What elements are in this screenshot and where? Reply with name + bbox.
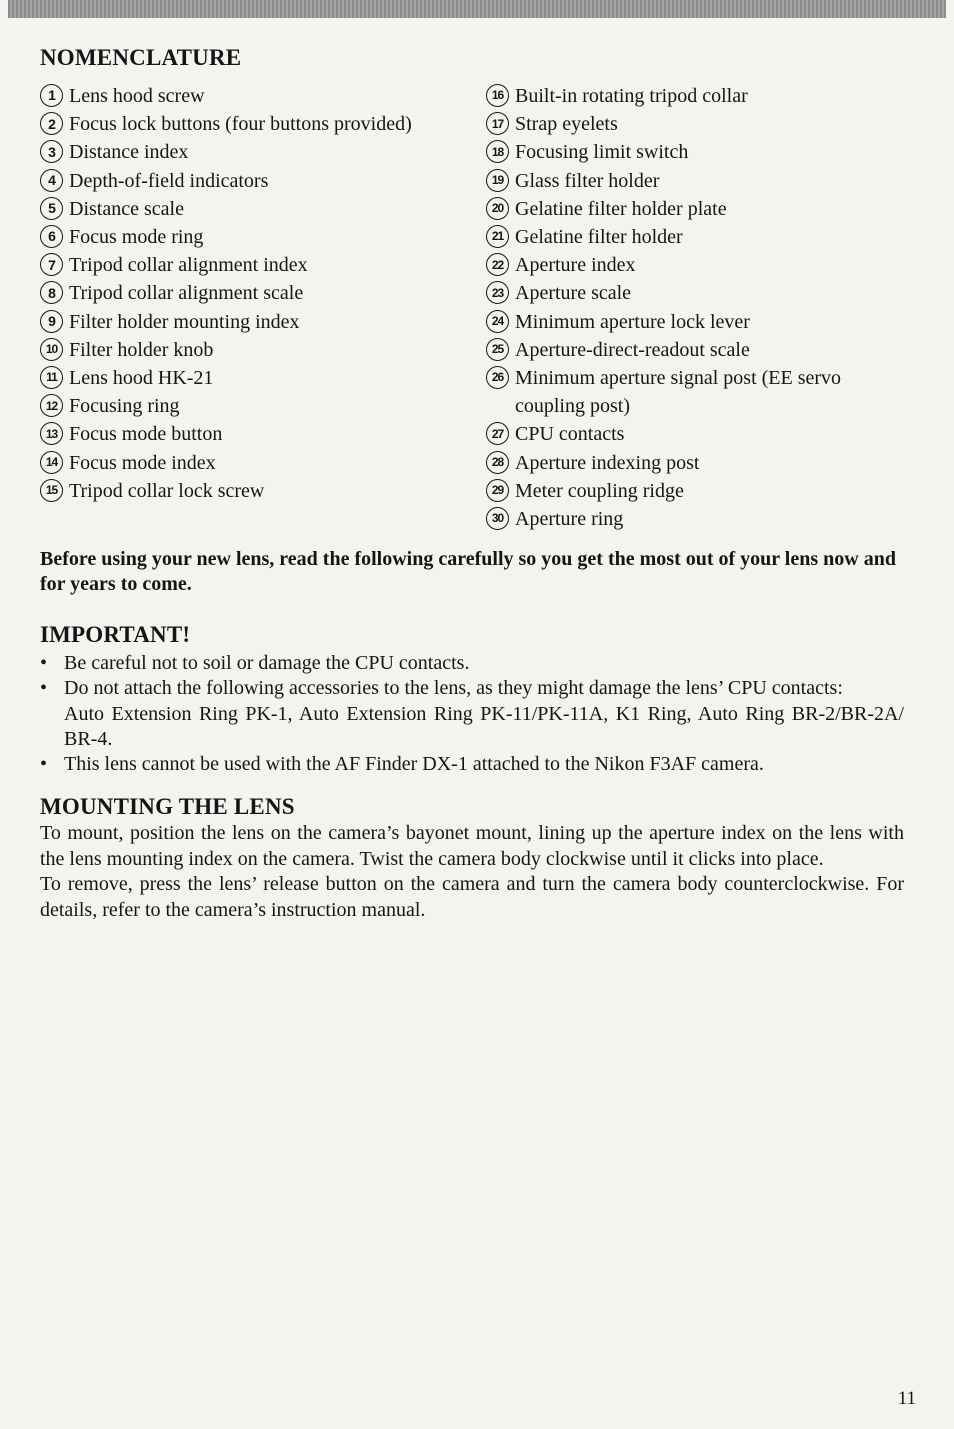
nomenclature-item [40, 336, 486, 364]
item-number-icon: 3 [40, 140, 63, 163]
accessory-list-text: Auto Extension Ring PK-1, Auto Extension Ring PK-11/PK-11A, K1 Ring, Auto Ring BR-2/BR-2A/ BR-4. [64, 702, 904, 750]
item-label: Tripod collar alignment index [69, 254, 308, 277]
item-number-icon: 29 [486, 479, 509, 502]
nomenclature-item [486, 110, 904, 138]
item-number-icon: 19 [486, 169, 509, 192]
item-label: CPU contacts [515, 423, 625, 446]
item-label: Focus mode ring [69, 226, 204, 249]
item-label: Aperture indexing post [515, 451, 700, 474]
item-label: Depth-of-field indicators [69, 169, 269, 192]
nomenclature-item [486, 279, 904, 307]
item-number-icon: 28 [486, 451, 509, 474]
item-label: Focus mode button [69, 423, 223, 446]
nomenclature-item [40, 420, 486, 448]
nomenclature-item [486, 420, 904, 448]
nomenclature-item [486, 308, 904, 336]
item-number-icon: 11 [40, 366, 63, 389]
nomenclature-item [486, 364, 904, 420]
item-label: Gelatine filter holder [515, 226, 683, 249]
nomenclature-item [486, 449, 904, 477]
important-item-body [64, 676, 904, 752]
nomenclature-item [40, 167, 486, 195]
important-list [40, 651, 904, 777]
nomenclature-item [40, 449, 486, 477]
item-label: Aperture index [515, 254, 636, 277]
item-label: Glass filter holder [515, 169, 660, 192]
item-label: Focusing limit switch [515, 141, 689, 164]
warning-text: Before using your new lens, read the following carefully so you get the most out of your lens now and for years to come. [40, 548, 896, 596]
item-number-icon: 21 [486, 225, 509, 248]
item-label: Distance scale [69, 197, 184, 220]
item-number-icon: 4 [40, 169, 63, 192]
item-number-icon: 5 [40, 197, 63, 220]
nomenclature-item [40, 138, 486, 166]
nomenclature-item [40, 223, 486, 251]
item-label: Focus lock buttons (four buttons provided) [69, 113, 412, 136]
nomenclature-list [40, 82, 904, 533]
nomenclature-item [486, 251, 904, 279]
nomenclature-item [486, 223, 904, 251]
item-number-icon: 30 [486, 507, 509, 530]
item-number-icon: 1 [40, 84, 63, 107]
item-number-icon: 20 [486, 197, 509, 220]
item-number-icon: 17 [486, 112, 509, 135]
item-number-icon: 13 [40, 422, 63, 445]
item-number-icon: 18 [486, 140, 509, 163]
item-label: Meter coupling ridge [515, 479, 684, 502]
nomenclature-item [486, 477, 904, 505]
item-number-icon: 25 [486, 338, 509, 361]
page-number: 11 [897, 1388, 916, 1409]
nomenclature-item [40, 195, 486, 223]
nomenclature-heading: NOMENCLATURE [40, 45, 242, 70]
item-label: Strap eyelets [515, 113, 618, 136]
item-label: Lens hood screw [69, 85, 205, 107]
item-number-icon: 8 [40, 281, 63, 304]
nomenclature-item [40, 279, 486, 307]
important-item-text: This lens cannot be used with the AF Finder DX-1 attached to the Nikon F3AF camera. [64, 753, 764, 776]
item-number-icon: 22 [486, 253, 509, 276]
item-number-icon: 9 [40, 310, 63, 333]
nomenclature-item [486, 138, 904, 166]
nomenclature-item [40, 308, 486, 336]
item-label: Gelatine filter holder plate [515, 197, 727, 220]
item-number-icon: 26 [486, 366, 509, 389]
item-number-icon: 14 [40, 451, 63, 474]
nomenclature-item [486, 195, 904, 223]
item-number-icon: 15 [40, 479, 63, 502]
item-label: Focusing ring [69, 395, 180, 418]
nomenclature-item [40, 392, 486, 420]
item-label: Aperture-direct-readout scale [515, 338, 750, 361]
nomenclature-item [40, 110, 486, 138]
page-top-bar [8, 0, 946, 18]
important-item [40, 651, 904, 676]
item-number-icon: 23 [486, 281, 509, 304]
bullet-dot: • [40, 677, 48, 700]
bullet-dot: • [40, 652, 48, 675]
item-label: Focus mode index [69, 451, 216, 474]
item-number-icon: 16 [486, 84, 509, 107]
item-label: Built-in rotating tripod collar [515, 85, 748, 107]
item-label: Distance index [69, 141, 189, 164]
nomenclature-item [486, 505, 904, 533]
important-item-text: Be careful not to soil or damage the CPU contacts. [64, 652, 470, 675]
item-number-icon: 24 [486, 310, 509, 333]
nomenclature-item [40, 251, 486, 279]
item-label: Tripod collar alignment scale [69, 282, 304, 305]
page-content [40, 44, 904, 923]
nomenclature-item [486, 167, 904, 195]
item-label: Tripod collar lock screw [69, 479, 265, 502]
important-item-text: Do not attach the following accessories to the lens, as they might damage the lens’ CPU contacts: [64, 677, 843, 700]
nomenclature-item [40, 82, 486, 110]
bullet-dot: • [40, 753, 48, 776]
important-item [40, 752, 904, 777]
item-label: Filter holder mounting index [69, 310, 300, 333]
item-label: Filter holder knob [69, 338, 214, 361]
mounting-paragraph-mount: To mount, position the lens on the camera’s bayonet mount, lining up the aperture index on the lens with the lens mounting index on the camera. Twist the camera body clockwise until it clicks into place. [40, 822, 904, 870]
nomenclature-right-column [486, 82, 904, 533]
important-heading: IMPORTANT! [40, 622, 191, 648]
nomenclature-item [40, 477, 486, 505]
mounting-paragraph-remove: To remove, press the lens’ release button on the camera and turn the camera body counterclockwise. For details, refer to the camera’s instruction manual. [40, 873, 904, 921]
nomenclature-item [486, 82, 904, 110]
item-number-icon: 12 [40, 394, 63, 417]
item-label: Aperture scale [515, 282, 632, 305]
nomenclature-left-column [40, 82, 486, 533]
item-number-icon: 10 [40, 338, 63, 361]
item-label: Aperture ring [515, 508, 624, 531]
important-item [40, 676, 904, 752]
item-label: Minimum aperture lock lever [515, 310, 750, 333]
item-label: Lens hood HK-21 [69, 367, 214, 390]
item-number-icon: 2 [40, 112, 63, 135]
item-number-icon: 7 [40, 253, 63, 276]
item-label: Minimum aperture signal post (EE servo coupling post) [515, 367, 842, 418]
mounting-heading: MOUNTING THE LENS [40, 794, 295, 820]
nomenclature-item [40, 364, 486, 392]
nomenclature-item [486, 336, 904, 364]
item-number-icon: 6 [40, 225, 63, 248]
item-number-icon: 27 [486, 422, 509, 445]
